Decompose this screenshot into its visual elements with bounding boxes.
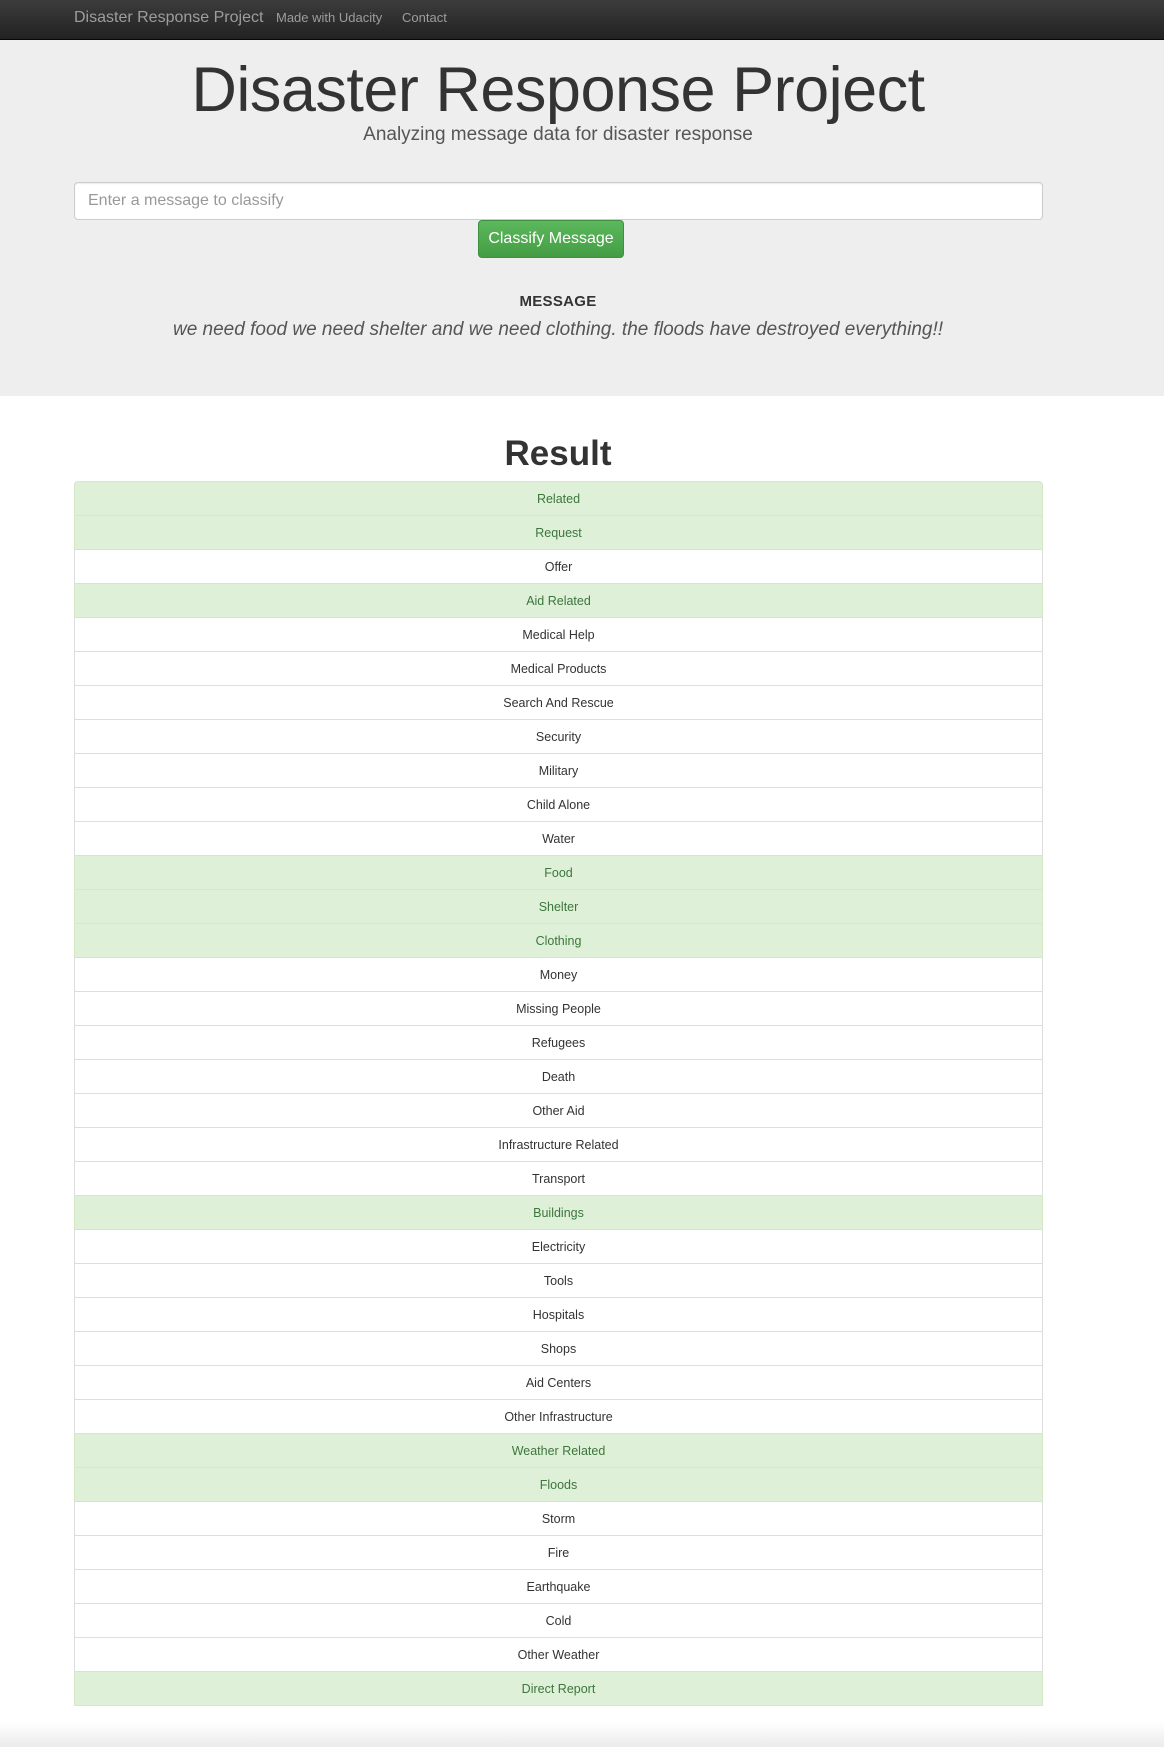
result-category-item: Weather Related xyxy=(74,1433,1043,1468)
message-text: we need food we need shelter and we need clothing. the floods have destroyed everything!! xyxy=(172,319,944,340)
message-input[interactable] xyxy=(74,182,1043,220)
result-category-item: Other Infrastructure xyxy=(74,1399,1043,1434)
page-title: Disaster Response Project xyxy=(191,55,925,125)
navbar-brand[interactable]: Disaster Response Project xyxy=(74,9,264,26)
result-category-item: Cold xyxy=(74,1603,1043,1638)
result-category-item: Missing People xyxy=(74,991,1043,1026)
result-category-item: Military xyxy=(74,753,1043,788)
result-category-item: Direct Report xyxy=(74,1671,1043,1706)
result-category-item: Clothing xyxy=(74,923,1043,958)
result-category-item: Infrastructure Related xyxy=(74,1127,1043,1162)
result-category-item: Related xyxy=(74,481,1043,516)
result-category-item: Tools xyxy=(74,1263,1043,1298)
result-category-item: Storm xyxy=(74,1501,1043,1536)
navbar xyxy=(0,0,1164,40)
result-category-item: Other Weather xyxy=(74,1637,1043,1672)
result-category-item: Aid Centers xyxy=(74,1365,1043,1400)
result-title: Result xyxy=(504,434,612,473)
nav-link-contact[interactable]: Contact xyxy=(402,10,447,25)
result-category-item: Medical Products xyxy=(74,651,1043,686)
result-category-item: Shelter xyxy=(74,889,1043,924)
result-category-list xyxy=(74,481,1043,1705)
classify-message-button[interactable]: Classify Message xyxy=(478,220,624,258)
result-category-item: Child Alone xyxy=(74,787,1043,822)
result-category-item: Request xyxy=(74,515,1043,550)
result-category-item: Floods xyxy=(74,1467,1043,1502)
result-category-item: Buildings xyxy=(74,1195,1043,1230)
result-category-item: Death xyxy=(74,1059,1043,1094)
result-category-item: Shops xyxy=(74,1331,1043,1366)
result-category-item: Refugees xyxy=(74,1025,1043,1060)
result-category-item: Electricity xyxy=(74,1229,1043,1264)
bottom-fade xyxy=(0,1722,1164,1747)
result-category-item: Security xyxy=(74,719,1043,754)
jumbotron xyxy=(0,40,1164,396)
result-category-item: Food xyxy=(74,855,1043,890)
result-category-item: Transport xyxy=(74,1161,1043,1196)
result-category-item: Medical Help xyxy=(74,617,1043,652)
result-category-item: Aid Related xyxy=(74,583,1043,618)
result-category-item: Search And Rescue xyxy=(74,685,1043,720)
page-subtitle: Analyzing message data for disaster response xyxy=(363,124,753,145)
message-heading: MESSAGE xyxy=(519,293,597,310)
result-category-item: Earthquake xyxy=(74,1569,1043,1604)
nav-link-made-with-udacity[interactable]: Made with Udacity xyxy=(276,10,383,25)
result-category-item: Fire xyxy=(74,1535,1043,1570)
result-category-item: Money xyxy=(74,957,1043,992)
result-category-item: Other Aid xyxy=(74,1093,1043,1128)
result-category-item: Offer xyxy=(74,549,1043,584)
result-category-item: Hospitals xyxy=(74,1297,1043,1332)
result-category-item: Water xyxy=(74,821,1043,856)
